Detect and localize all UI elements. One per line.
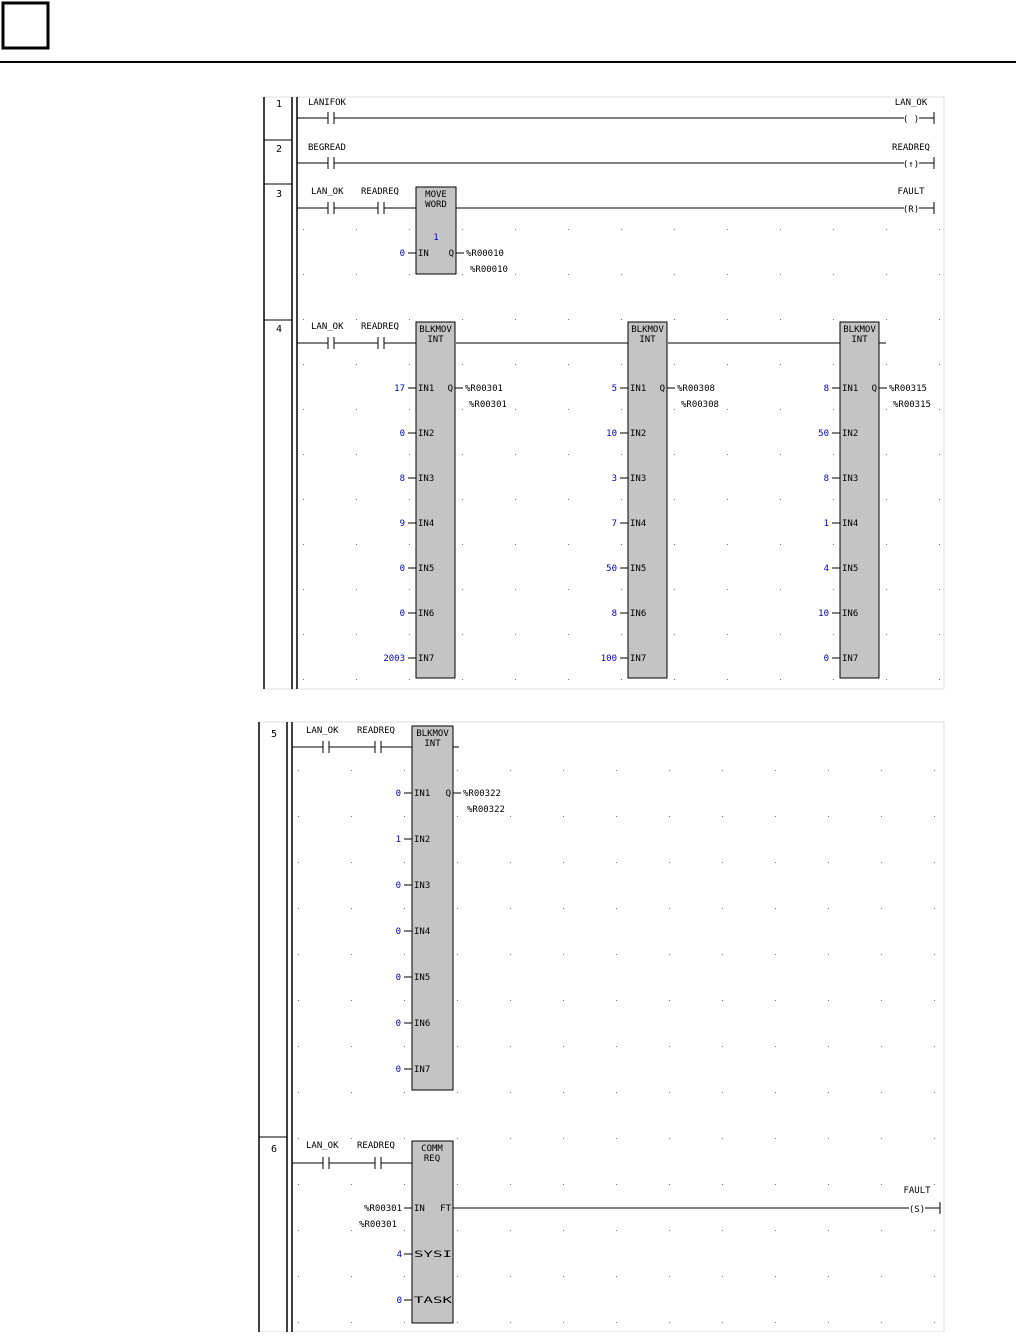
input-constant: 50 (606, 564, 617, 574)
contact-symbol (375, 741, 381, 753)
input-constant: 8 (823, 474, 829, 484)
input-constant: 1 (395, 835, 401, 845)
output-pin: Q (445, 789, 451, 799)
contact-label: BEGREAD (308, 143, 346, 153)
output-reference-value: %R00315 (893, 400, 931, 410)
input-constant: 10 (606, 429, 617, 439)
block-title: INT (424, 739, 441, 749)
input-constant: 9 (399, 519, 405, 529)
input-pin: SYSI (414, 1250, 452, 1260)
input-pin: IN (418, 249, 429, 259)
input-constant: 0 (399, 609, 405, 619)
input-constant: 0 (396, 1296, 402, 1306)
input-constant: 0 (395, 1065, 401, 1075)
contact-symbol (378, 202, 384, 214)
output-reference-value: %R00308 (681, 400, 719, 410)
block-title: BLKMOV (416, 729, 449, 739)
output-pin: Q (448, 249, 454, 259)
output-reference: %R00315 (889, 384, 927, 394)
input-constant: 4 (396, 1250, 402, 1260)
function-block-blkmov (628, 322, 667, 678)
input-pin: IN3 (418, 474, 435, 484)
input-pin: IN6 (842, 609, 859, 619)
input-pin: IN1 (418, 384, 435, 394)
contact-symbol (328, 112, 334, 124)
input-constant: 0 (399, 249, 405, 259)
rung-number: 5 (270, 729, 278, 740)
contact-symbol (328, 202, 334, 214)
rung-6 (271, 1141, 940, 1323)
input-constant: 17 (394, 384, 405, 394)
input-pin: IN6 (418, 609, 435, 619)
input-pin: IN5 (414, 973, 431, 983)
input-pin: IN5 (630, 564, 647, 574)
corner-box (3, 3, 48, 48)
input-pin: IN3 (630, 474, 647, 484)
contact-label: READREQ (361, 322, 399, 332)
block-title: INT (427, 335, 444, 345)
rung-3 (276, 187, 934, 275)
input-pin: IN2 (842, 429, 859, 439)
input-pin: IN5 (418, 564, 435, 574)
input-pin: IN4 (414, 927, 431, 937)
input-constant: 8 (611, 609, 617, 619)
block-title: INT (851, 335, 868, 345)
input-pin: IN2 (414, 835, 431, 845)
input-pin: IN6 (630, 609, 647, 619)
input-constant: 8 (823, 384, 829, 394)
contact-label: READREQ (357, 1141, 395, 1151)
grid-dots (298, 770, 935, 1323)
coil-label: FAULT (897, 187, 925, 197)
contact-label: LAN_OK (306, 726, 339, 736)
contact-label: LANIFOK (308, 98, 346, 108)
output-reference: %R00010 (466, 249, 504, 259)
output-reference: %R00322 (463, 789, 501, 799)
input-constant: 50 (818, 429, 829, 439)
input-constant: 0 (395, 973, 401, 983)
panel-upper (264, 97, 944, 689)
input-constant: 100 (600, 654, 617, 664)
block-title: WORD (425, 200, 447, 210)
input-pin: TASK (414, 1296, 453, 1306)
coil-label: FAULT (903, 1186, 931, 1196)
input-constant: 1 (823, 519, 829, 529)
input-pin: IN3 (414, 881, 431, 891)
input-pin: IN2 (630, 429, 647, 439)
input-pin: IN1 (842, 384, 859, 394)
input-pin: IN7 (414, 1065, 431, 1075)
input-pin: IN4 (842, 519, 859, 529)
contact-symbol (378, 337, 384, 349)
input-pin: IN7 (842, 654, 859, 664)
input-pin: IN3 (842, 474, 859, 484)
rung-5 (271, 726, 505, 1090)
input-pin: IN7 (630, 654, 647, 664)
input-pin: IN6 (414, 1019, 431, 1029)
input-pin: IN (414, 1204, 425, 1214)
contact-symbol (323, 1157, 329, 1169)
input-reference-value: %R00301 (359, 1220, 397, 1230)
block-title: INT (639, 335, 656, 345)
rung-number: 2 (275, 144, 283, 155)
output-reference-value: %R00301 (469, 400, 507, 410)
coil-label: LAN_OK (894, 98, 928, 108)
output-pin: Q (871, 384, 877, 394)
coil-symbol: ( ) (902, 115, 920, 125)
contact-label: LAN_OK (311, 322, 344, 332)
input-constant: 0 (395, 881, 401, 891)
output-pin: FT (440, 1204, 451, 1214)
input-constant: 0 (823, 654, 829, 664)
rung-number: 1 (275, 99, 283, 110)
function-block-blkmov (840, 322, 879, 678)
input-constant: 0 (399, 429, 405, 439)
output-reference-value: %R00322 (467, 805, 505, 815)
contact-label: READREQ (361, 187, 399, 197)
input-pin: IN4 (630, 519, 647, 529)
input-pin: IN2 (418, 429, 435, 439)
contact-label: LAN_OK (311, 187, 344, 197)
input-reference: %R00301 (364, 1204, 402, 1214)
function-block-blkmov (416, 322, 455, 678)
contact-symbol (375, 1157, 381, 1169)
input-constant: 0 (395, 1019, 401, 1029)
input-pin: IN5 (842, 564, 859, 574)
coil-symbol: (R) (902, 205, 920, 215)
input-constant: 7 (611, 519, 617, 529)
contact-symbol (328, 157, 334, 169)
panel-lower (259, 722, 944, 1332)
coil-symbol: (S) (908, 1205, 926, 1215)
input-constant: 2003 (383, 654, 405, 664)
rung-number: 4 (275, 324, 283, 335)
block-title: BLKMOV (631, 325, 664, 335)
contact-symbol (323, 741, 329, 753)
block-title: COMM (421, 1144, 443, 1154)
output-reference: %R00301 (465, 384, 503, 394)
coil-symbol: (↑) (902, 160, 920, 170)
input-pin: IN1 (414, 789, 431, 799)
input-constant: 5 (611, 384, 617, 394)
block-title: BLKMOV (843, 325, 876, 335)
rung-1 (276, 98, 934, 125)
coil-label: READREQ (892, 143, 930, 153)
input-constant: 0 (399, 564, 405, 574)
output-reference-value: %R00010 (470, 265, 508, 275)
block-title: REQ (423, 1154, 441, 1164)
panel-lower-frame (259, 722, 944, 1332)
output-reference: %R00308 (677, 384, 715, 394)
contact-label: LAN_OK (306, 1141, 339, 1151)
output-pin: Q (659, 384, 665, 394)
block-parameter: 1 (433, 233, 439, 243)
rung-2 (276, 143, 934, 170)
rung-4 (276, 322, 931, 678)
input-constant: 0 (395, 927, 401, 937)
function-block-blkmov (412, 726, 453, 1090)
contact-label: READREQ (357, 726, 395, 736)
output-pin: Q (447, 384, 453, 394)
input-pin: IN7 (418, 654, 435, 664)
input-constant: 4 (823, 564, 829, 574)
rung-number: 6 (270, 1144, 278, 1155)
block-title: BLKMOV (419, 325, 452, 335)
input-constant: 0 (395, 789, 401, 799)
rung-number: 3 (275, 189, 283, 200)
input-pin: IN4 (418, 519, 435, 529)
block-title: MOVE (425, 190, 447, 200)
input-constant: 8 (399, 474, 405, 484)
contact-symbol (328, 337, 334, 349)
input-constant: 10 (818, 609, 829, 619)
input-constant: 3 (611, 474, 617, 484)
input-pin: IN1 (630, 384, 647, 394)
